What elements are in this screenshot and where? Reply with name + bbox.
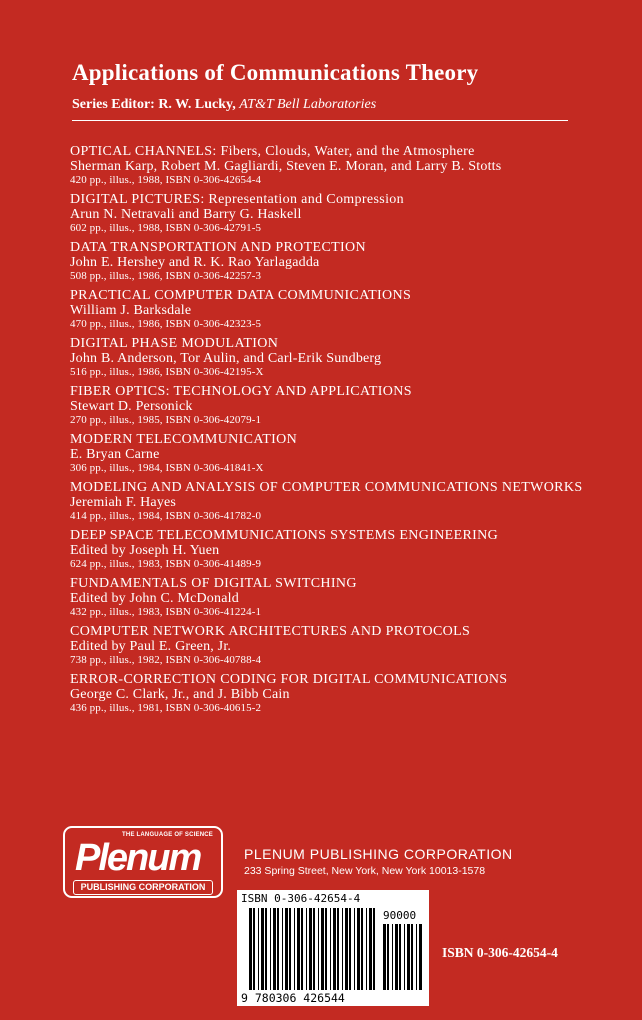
book-entry [70, 336, 590, 379]
isbn-text: ISBN 0-306-42654-4 [442, 945, 558, 960]
book-details: 270 pp., illus., 1985, ISBN 0-306-42079-1 [70, 414, 262, 426]
barcode-bar [282, 908, 283, 990]
book-details: 516 pp., illus., 1986, ISBN 0-306-42195-X [70, 366, 264, 378]
book-authors: Edited by Paul E. Green, Jr. [70, 639, 232, 654]
book-details: 432 pp., illus., 1983, ISBN 0-306-41224-1 [70, 606, 262, 618]
barcode-bar [399, 924, 401, 990]
barcode-bar [277, 908, 279, 990]
barcode-bar [306, 908, 307, 990]
book-entry [70, 672, 590, 715]
logo-tagline: THE LANGUAGE OF SCIENCE [122, 832, 213, 838]
title-rule [72, 120, 568, 121]
series-editor-affiliation: AT&T Bell Laboratories [239, 97, 377, 112]
book-authors: E. Bryan Carne [70, 447, 160, 462]
barcode-ean-number: 9 780306 426544 [241, 991, 345, 1005]
book-entry [70, 528, 590, 571]
book-title: DATA TRANSPORTATION AND PROTECTION [70, 240, 366, 255]
barcode-bar [318, 908, 319, 990]
book-title: FIBER OPTICS: TECHNOLOGY AND APPLICATIONS [70, 384, 412, 399]
barcode-bar [321, 908, 324, 990]
book-title: DIGITAL PICTURES: Representation and Compression [70, 192, 405, 207]
barcode-bar [294, 908, 295, 990]
barcode-isbn-label: ISBN 0-306-42654-4 [241, 892, 361, 905]
barcode-bar [407, 924, 410, 990]
book-title: MODELING AND ANALYSIS OF COMPUTER COMMUNICATIONS NETWORKS [70, 480, 583, 495]
series-title: Applications of Communications Theory [72, 60, 479, 85]
book-details: 624 pp., illus., 1983, ISBN 0-306-41489-9 [70, 558, 262, 570]
book-entry [70, 432, 590, 475]
barcode-bar [366, 908, 367, 990]
logo-subtitle: PUBLISHING CORPORATION [73, 880, 213, 895]
barcode-bars [237, 890, 429, 1006]
book-details: 508 pp., illus., 1986, ISBN 0-306-42257-3 [70, 270, 262, 282]
book-details: 602 pp., illus., 1988, ISBN 0-306-42791-5 [70, 222, 262, 234]
book-entry [70, 144, 590, 187]
book-details: 306 pp., illus., 1984, ISBN 0-306-41841-X [70, 462, 264, 474]
barcode-addon-number: 90000 [383, 909, 417, 922]
barcode-bar [416, 924, 417, 990]
book-authors: Edited by John C. McDonald [70, 591, 239, 606]
barcode-bar [357, 908, 360, 990]
book-details: 414 pp., illus., 1984, ISBN 0-306-41782-0 [70, 510, 262, 522]
barcode-bar [325, 908, 327, 990]
barcode-bar [301, 908, 303, 990]
barcode-bar [273, 908, 276, 990]
barcode-bar [297, 908, 300, 990]
book-authors: Sherman Karp, Robert M. Gagliardi, Steven E. Moran, and Larry B. Stotts [70, 159, 502, 174]
barcode-bar [387, 924, 389, 990]
book-details: 436 pp., illus., 1981, ISBN 0-306-40615-2 [70, 702, 262, 714]
book-title: MODERN TELECOMMUNICATION [70, 432, 298, 447]
barcode-bar [369, 908, 372, 990]
barcode-bar [419, 924, 422, 990]
publisher-address: 233 Spring Street, New York, New York 10013-1578 [244, 865, 486, 877]
barcode-bar [261, 908, 264, 990]
book-authors: Arun N. Netravali and Barry G. Haskell [70, 207, 302, 222]
book-entry [70, 480, 590, 523]
book-list [70, 144, 590, 720]
barcode-bar [258, 908, 259, 990]
barcode-bar [354, 908, 355, 990]
book-entry [70, 240, 590, 283]
book-authors: George C. Clark, Jr., and J. Bibb Cain [70, 687, 290, 702]
barcode-bar [373, 908, 375, 990]
book-entry [70, 384, 590, 427]
book-title: ERROR-CORRECTION CODING FOR DIGITAL COMMUNICATIONS [70, 672, 508, 687]
barcode-bar [342, 908, 343, 990]
barcode-bar [361, 908, 363, 990]
book-details: 470 pp., illus., 1986, ISBN 0-306-42323-5 [70, 318, 262, 330]
logo-wordmark: Plenum [75, 837, 201, 879]
plenum-logo [63, 826, 223, 898]
book-authors: Edited by Joseph H. Yuen [70, 543, 220, 558]
series-editor [72, 97, 376, 113]
book-authors: Jeremiah F. Hayes [70, 495, 177, 510]
book-authors: Stewart D. Personick [70, 399, 193, 414]
book-entry [70, 192, 590, 235]
barcode-bar [383, 924, 386, 990]
book-title: COMPUTER NETWORK ARCHITECTURES AND PROTOCOLS [70, 624, 471, 639]
book-entry [70, 288, 590, 331]
barcode-bar [249, 908, 252, 990]
book-entry [70, 624, 590, 667]
book-details: 420 pp., illus., 1988, ISBN 0-306-42654-4 [70, 174, 262, 186]
barcode-bar [345, 908, 348, 990]
barcode-bar [330, 908, 331, 990]
book-details: 738 pp., illus., 1982, ISBN 0-306-40788-4 [70, 654, 262, 666]
barcode-bar [349, 908, 351, 990]
book-authors: John B. Anderson, Tor Aulin, and Carl-Erik Sundberg [70, 351, 382, 366]
isbn-barcode [237, 890, 429, 1006]
barcode-bar [411, 924, 413, 990]
barcode-bar [392, 924, 393, 990]
book-title: PRACTICAL COMPUTER DATA COMMUNICATIONS [70, 288, 412, 303]
series-editor-label: Series Editor: R. W. Lucky, [72, 97, 236, 112]
book-entry [70, 576, 590, 619]
book-title: FUNDAMENTALS OF DIGITAL SWITCHING [70, 576, 357, 591]
book-authors: John E. Hershey and R. K. Rao Yarlagadda [70, 255, 320, 270]
barcode-bar [333, 908, 336, 990]
book-title: DIGITAL PHASE MODULATION [70, 336, 279, 351]
book-authors: William J. Barksdale [70, 303, 192, 318]
barcode-bar [265, 908, 267, 990]
barcode-bar [309, 908, 312, 990]
barcode-bar [404, 924, 405, 990]
book-title: DEEP SPACE TELECOMMUNICATIONS SYSTEMS ENGINEERING [70, 528, 499, 543]
barcode-bar [289, 908, 291, 990]
barcode-bar [285, 908, 288, 990]
barcode-bar [337, 908, 339, 990]
barcode-bar [313, 908, 315, 990]
book-title: OPTICAL CHANNELS: Fibers, Clouds, Water, and the Atmosphere [70, 144, 475, 159]
barcode-bar [270, 908, 271, 990]
publisher-name: PLENUM PUBLISHING CORPORATION [244, 846, 513, 862]
barcode-bar [253, 908, 255, 990]
barcode-bar [395, 924, 398, 990]
